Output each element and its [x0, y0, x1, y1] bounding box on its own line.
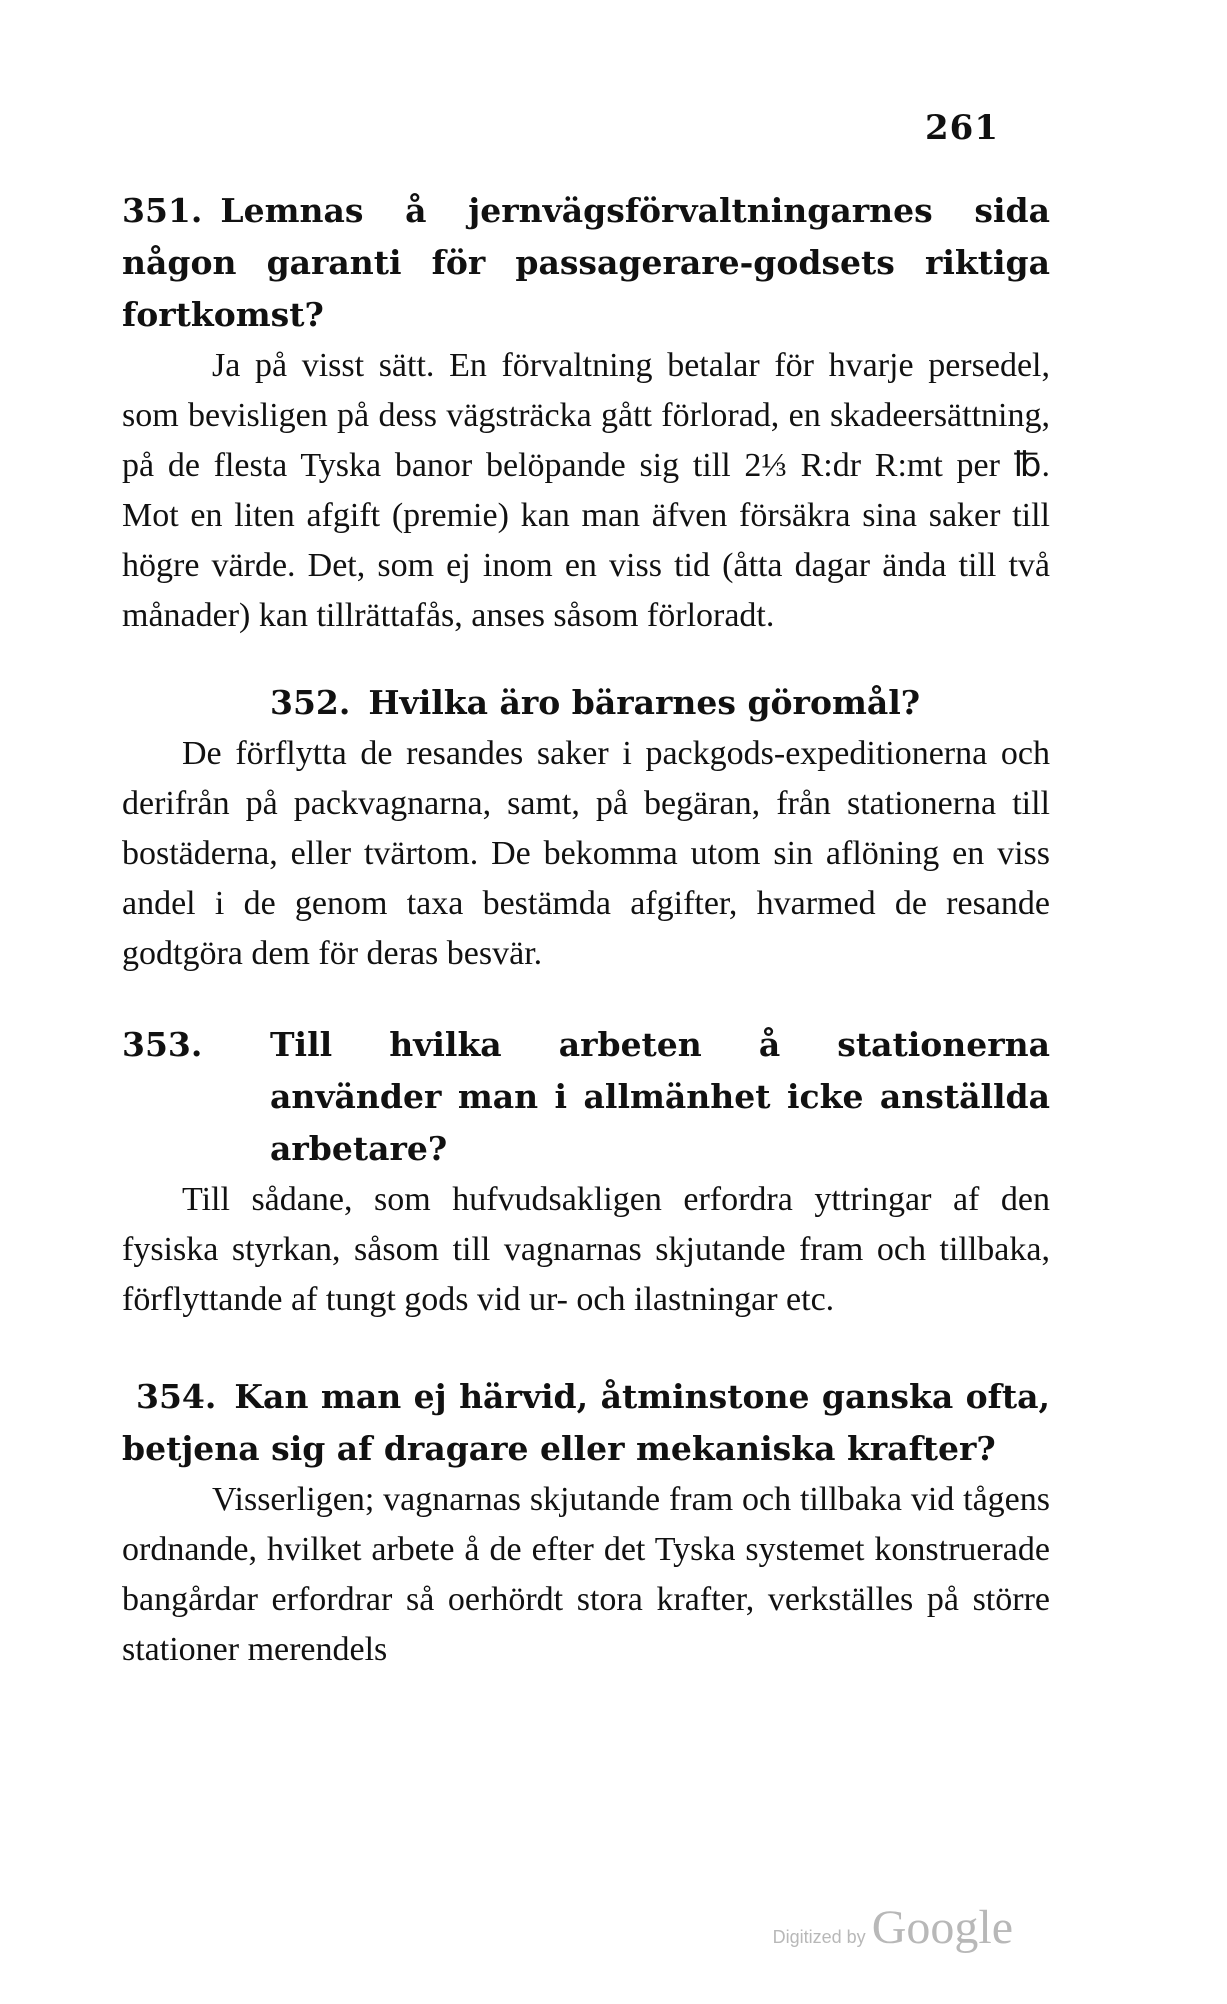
question-number: 353. — [122, 1025, 203, 1064]
digitized-watermark — [773, 1900, 1013, 1955]
question-text: Till hvilka arbeten å stationerna använder man i allmänhet icke anställda arbetare? — [270, 1025, 1050, 1168]
question-number: 351. — [122, 191, 203, 230]
section-352 — [122, 677, 1050, 979]
answer-351: Ja på visst sätt. En förvaltning betalar för hvarje persedel, som bevisligen på dess vägsträcka gått förlorad, en skadeersättning, på de flesta Tyska banor belöpande sig till 2⅓ R:dr R:mt per ℔. Mot en liten afgift (premie) kan man äfven försäkra sina saker till högre värde. Det, som ej inom en viss tid (åtta dagar ända till två månader) kan tillrättafås, anses såsom förloradt. — [122, 347, 1050, 634]
question-text: Kan man ej härvid, åtminstone ganska ofta, betjena sig af dragare eller mekaniska krafter? — [122, 1377, 1050, 1468]
question-text: Lemnas å jernvägsförvaltningarnes sida någon garanti för passagerare-godsets riktiga fortkomst? — [122, 191, 1050, 334]
section-354 — [122, 1371, 1050, 1675]
watermark-brand: Google — [871, 1901, 1013, 1954]
watermark-prefix: Digitized by — [772, 1927, 866, 1947]
question-351 — [122, 185, 1050, 341]
question-number: 352. — [270, 683, 351, 722]
answer-354: Visserligen; vagnarnas skjutande fram och tillbaka vid tågens ordnande, hvilket arbete å de efter det Tyska systemet konstruerade bangårdar erfordrar så oerhördt stora krafter, verkställes på större stationer merendels — [122, 1481, 1050, 1668]
question-353 — [122, 1019, 1050, 1175]
question-352 — [122, 677, 1050, 729]
answer-353: Till sådane, som hufvudsakligen erfordra yttringar af den fysiska styrkan, såsom till vagnarnas skjutande fram och tillbaka, förflyttande af tungt gods vid ur- och ilastningar etc. — [122, 1181, 1050, 1318]
question-text: Hvilka äro bärarnes göromål? — [368, 683, 921, 722]
question-number: 354. — [136, 1377, 217, 1416]
section-353 — [122, 1019, 1050, 1325]
answer-352: De förflytta de resandes saker i packgods-expeditionerna och derifrån på packvagnarna, samt, på begäran, från stationerna till bostäderna, eller tvärtom. De bekomma utom sin aflöning en viss andel i de genom taxa bestämda afgifter, hvarmed de resande godtgöra dem för deras besvär. — [122, 735, 1050, 972]
text-column — [122, 185, 1050, 1675]
section-351 — [122, 185, 1050, 641]
question-354 — [122, 1371, 1050, 1475]
page-number: 261 — [925, 108, 999, 148]
